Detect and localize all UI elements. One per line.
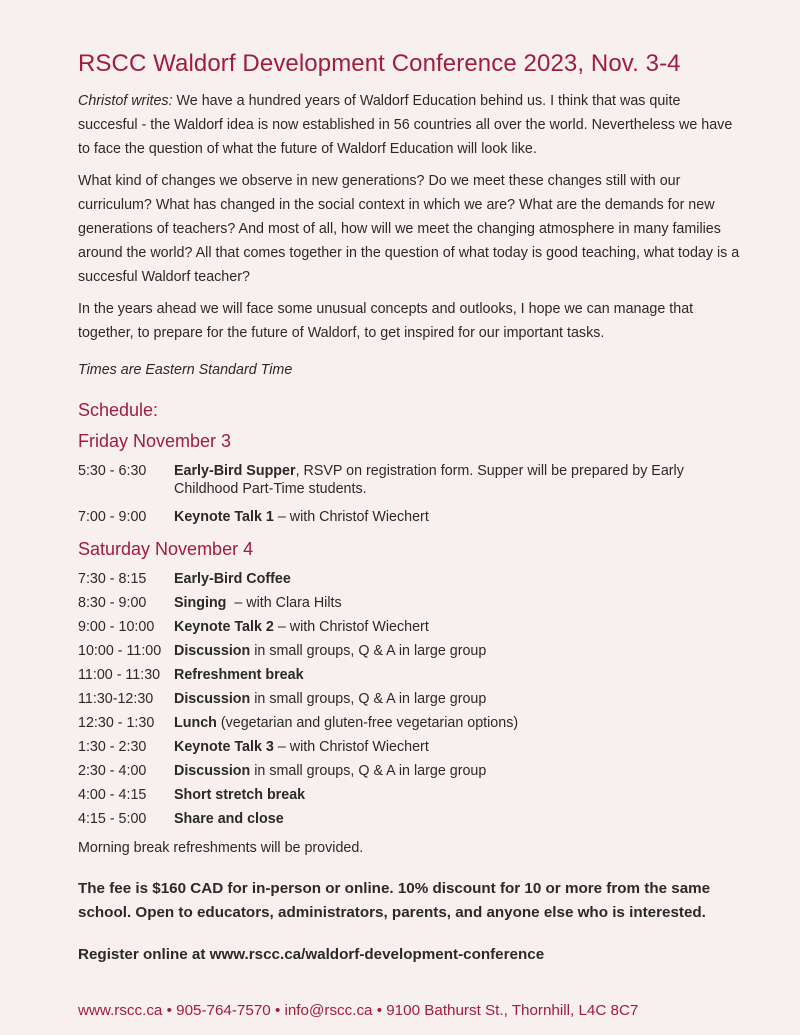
schedule-description xyxy=(174,807,740,831)
schedule-title: Early-Bird Coffee xyxy=(174,571,291,587)
footer-contact: www.rscc.ca • 905-764-7570 • info@rscc.ca • 9100 Bathurst St., Thornhill, L4C 8C7 xyxy=(78,1002,639,1019)
schedule-row xyxy=(78,759,740,783)
schedule-description xyxy=(174,687,740,711)
schedule-title: Singing xyxy=(174,595,227,611)
schedule-time: 2:30 - 4:00 xyxy=(78,763,147,779)
author-label: Christof writes: xyxy=(78,93,173,109)
schedule-detail: – with Christof Wiechert xyxy=(273,739,429,755)
schedule-time: 4:15 - 5:00 xyxy=(78,811,147,827)
schedule-time: 7:00 - 9:00 xyxy=(78,509,147,525)
friday-schedule xyxy=(78,459,740,529)
schedule-description xyxy=(174,459,740,498)
schedule-row xyxy=(78,615,740,639)
schedule-time: 10:00 - 11:00 xyxy=(78,643,162,659)
morning-note: Morning break refreshments will be provided. xyxy=(78,840,364,856)
schedule-time: 12:30 - 1:30 xyxy=(78,715,155,731)
schedule-description xyxy=(174,591,740,615)
schedule-title: Discussion xyxy=(174,763,251,779)
schedule-time: 11:00 - 11:30 xyxy=(78,667,161,683)
schedule-description xyxy=(174,505,740,529)
schedule-description xyxy=(174,783,740,807)
schedule-row xyxy=(78,783,740,807)
schedule-time: 7:30 - 8:15 xyxy=(78,571,147,587)
schedule-detail: in small groups, Q & A in large group xyxy=(250,643,487,659)
schedule-detail: (vegetarian and gluten-free vegetarian options) xyxy=(216,715,519,731)
schedule-detail: in small groups, Q & A in large group xyxy=(250,763,487,779)
schedule-description xyxy=(174,735,740,759)
schedule-time: 8:30 - 9:00 xyxy=(78,595,147,611)
schedule-title: Lunch xyxy=(174,715,217,731)
schedule-row xyxy=(78,567,740,591)
intro-paragraph-3: In the years ahead we will face some unusual concepts and outlooks, I hope we can manage that together, to prepare for the future of Waldorf, to get inspired for our important tasks. xyxy=(78,301,694,341)
schedule-title: Keynote Talk 3 xyxy=(174,739,274,755)
schedule-time: 5:30 - 6:30 xyxy=(78,463,147,479)
schedule-time: 9:00 - 10:00 xyxy=(78,619,155,635)
register-text: Register online at www.rscc.ca/waldorf-development-conference xyxy=(78,946,545,963)
schedule-description xyxy=(174,711,740,735)
schedule-title: Keynote Talk 2 xyxy=(174,619,274,635)
saturday-schedule xyxy=(78,567,740,831)
friday-heading: Friday November 3 xyxy=(78,431,232,451)
schedule-description xyxy=(174,759,740,783)
schedule-detail: , RSVP on registration form. Supper will be prepared by Early Childhood Part-Time students. xyxy=(174,463,684,497)
schedule-title: Share and close xyxy=(174,811,284,827)
schedule-detail: – with Clara Hilts xyxy=(226,595,342,611)
schedule-title: Keynote Talk 1 xyxy=(174,509,274,525)
schedule-row xyxy=(78,711,740,735)
schedule-time: 11:30-12:30 xyxy=(78,691,154,707)
schedule-row xyxy=(78,735,740,759)
schedule-title: Early-Bird Supper xyxy=(174,463,296,479)
schedule-row xyxy=(78,505,740,529)
schedule-title: Discussion xyxy=(174,691,251,707)
schedule-description xyxy=(174,639,740,663)
schedule-title: Refreshment break xyxy=(174,667,304,683)
schedule-detail: – with Christof Wiechert xyxy=(273,509,429,525)
schedule-row xyxy=(78,591,740,615)
schedule-time: 1:30 - 2:30 xyxy=(78,739,147,755)
schedule-row xyxy=(78,687,740,711)
schedule-title: Discussion xyxy=(174,643,251,659)
page-title: RSCC Waldorf Development Conference 2023, Nov. 3-4 xyxy=(78,50,681,77)
schedule-description xyxy=(174,567,740,591)
schedule-row xyxy=(78,459,740,498)
times-note: Times are Eastern Standard Time xyxy=(78,362,293,378)
schedule-time: 4:00 - 4:15 xyxy=(78,787,147,803)
intro-p1-text: We have a hundred years of Waldorf Education behind us. I think that was quite succesful - the Waldorf idea is now established in 56 countries all over the world. Nevertheless we have to face the question of what the future of Waldorf Education will look like. xyxy=(78,93,733,157)
saturday-heading: Saturday November 4 xyxy=(78,539,254,559)
schedule-detail: in small groups, Q & A in large group xyxy=(250,691,487,707)
schedule-detail: – with Christof Wiechert xyxy=(273,619,429,635)
schedule-row xyxy=(78,639,740,663)
schedule-description xyxy=(174,615,740,639)
schedule-row xyxy=(78,663,740,687)
schedule-row xyxy=(78,807,740,831)
schedule-heading: Schedule: xyxy=(78,400,159,420)
fee-text: The fee is $160 CAD for in-person or online. 10% discount for 10 or more from the same school. Open to educators, administrators, parents, and anyone else who is interested. xyxy=(78,880,711,921)
intro-paragraph-2: What kind of changes we observe in new generations? Do we meet these changes still with our curriculum? What has changed in the social context in which we are? What are the demands for new generations of teachers? And most of all, how will we meet the changing atmosphere in many families around the world? All that comes together in the question of what today is good teaching, what today is a succesful Waldorf teacher? xyxy=(78,173,740,285)
intro-paragraph-1 xyxy=(78,89,740,161)
schedule-title: Short stretch break xyxy=(174,787,306,803)
schedule-description xyxy=(174,663,740,687)
